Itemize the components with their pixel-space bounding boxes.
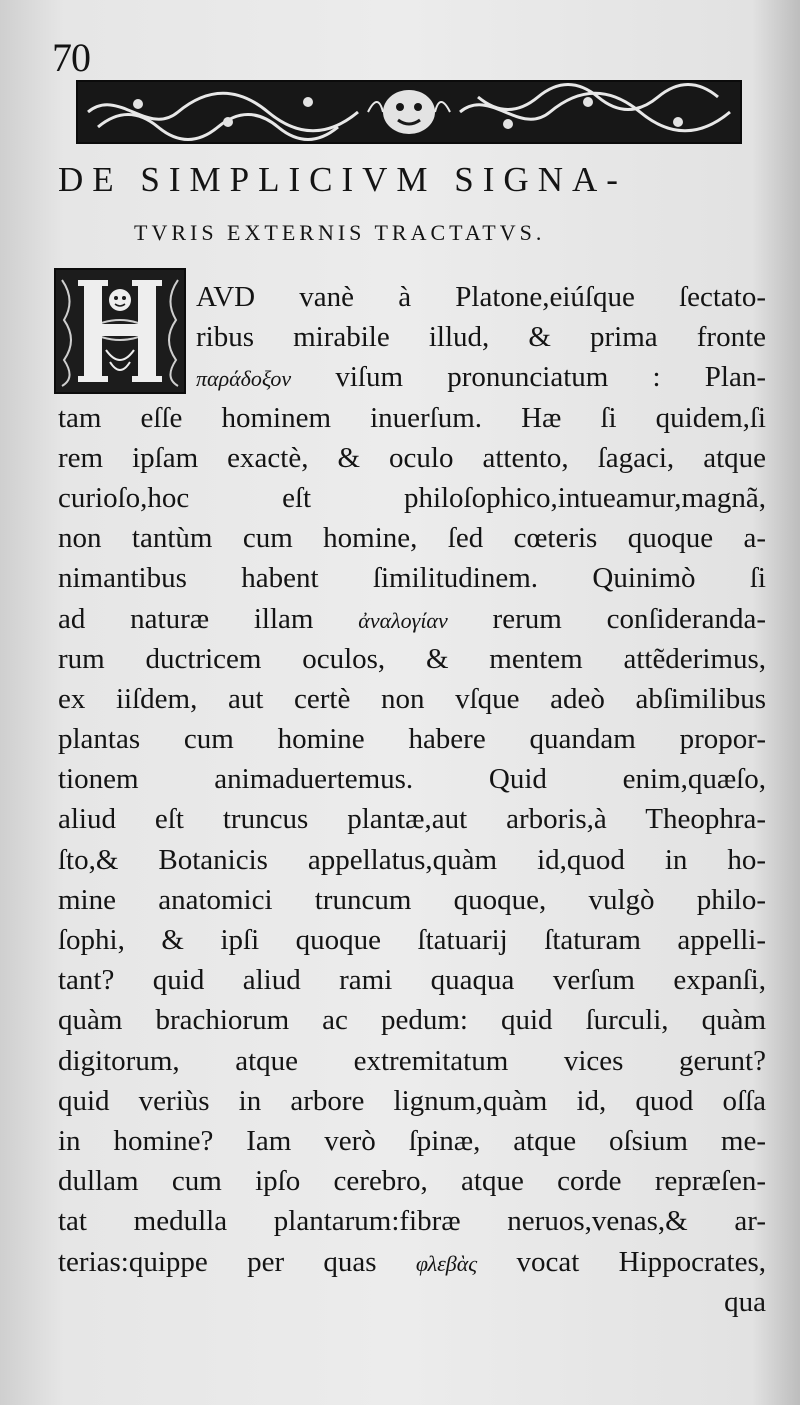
text-line: terias:quippe per quas φλεβὰς vocat Hippocrates, — [58, 1245, 766, 1278]
text-line: ſophi, & ipſi quoque ſtatuarij ſtaturam appelli- — [58, 924, 766, 956]
greek-word: φλεβὰς — [415, 1250, 478, 1276]
body-text — [58, 277, 766, 1322]
catchword: qua — [724, 1285, 766, 1318]
text-line: curioſo,hoc eſt philoſophico,intueamur,magnã, — [58, 481, 766, 514]
greek-word: ἀναλογίαν — [358, 607, 448, 633]
text-line: tat medulla plantarum:fibræ neruos,venas,& ar- — [58, 1205, 766, 1238]
text-line: plantas cum homine habere quandam propor- — [58, 723, 766, 756]
text-line: aliud eſt truncus plantæ,aut arboris,à Theophra- — [58, 803, 766, 836]
treatise-title-line-2: TVRIS EXTERNIS TRACTATVS. — [134, 220, 546, 245]
text-line: ſto,& Botanicis appellatus,quàm id,quod in ho- — [58, 843, 766, 876]
text-line: rum ductricem oculos, & mentem attẽderimus, — [58, 642, 766, 675]
text-line: tionem animaduertemus. Quid enim,quæſo, — [58, 763, 766, 796]
text-line: in homine? Iam verò ſpinæ, atque oſsium me- — [58, 1124, 766, 1157]
text-line: dullam cum ipſo cerebro, atque corde repræſen- — [58, 1165, 766, 1198]
page-number: 70 — [52, 35, 90, 80]
text-line: quid veriùs in arbore lignum,quàm id, quod oſſa — [58, 1084, 766, 1117]
text-line: AVD vanè à Platone,eiúſque ſectato- — [196, 281, 766, 313]
text-line: tam eſſe hominem inuerſum. Hæ ſi quidem,ſi — [58, 401, 766, 434]
text-line: digitorum, atque extremitatum vices gerunt? — [58, 1044, 766, 1077]
text-line: nimantibus habent ſimilitudinem. Quinimò ſi — [58, 562, 766, 595]
treatise-title-line-1: DE SIMPLICIVM SIGNA- — [58, 160, 627, 199]
text-line: ex iiſdem, aut certè non vſque adeò abſimilibus — [58, 682, 766, 715]
foliage-ornament-icon — [78, 82, 740, 142]
text-line: tant? quid aliud rami quaqua verſum expanſi, — [58, 964, 766, 997]
text-line: quàm brachiorum ac pedum: quid ſurculi, quàm — [58, 1004, 766, 1037]
decorative-headpiece — [76, 80, 742, 144]
text-line: rem ipſam exactè, & oculo attento, ſagaci, atque — [58, 441, 766, 474]
text-line: ribus mirabile illud, & prima fronte — [196, 321, 766, 354]
text-line: mine anatomici truncum quoque, vulgò philo- — [58, 883, 766, 916]
greek-word: παράδοξον — [196, 366, 292, 392]
text-line: παράδοξον viſum pronunciatum : Plan- — [196, 361, 766, 394]
text-line: non tantùm cum homine, ſed cœteris quoque a- — [58, 522, 766, 555]
text-line: ad naturæ illam ἀναλογίαν rerum conſideranda- — [58, 602, 766, 635]
